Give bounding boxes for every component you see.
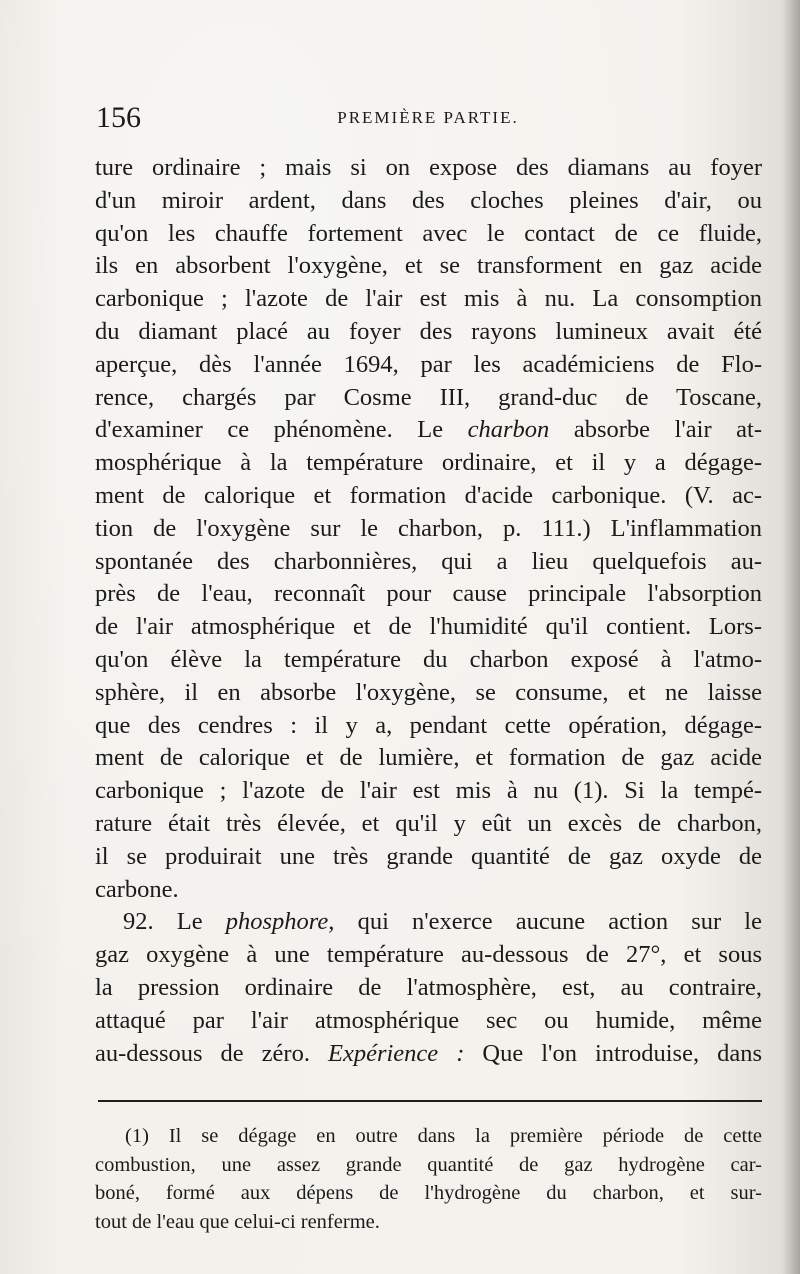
text-line: attaqué par l'air atmosphérique sec ou humide, même bbox=[95, 1006, 762, 1034]
page-edge-shadow bbox=[782, 0, 800, 1274]
text-line: gaz oxygène à une température au-dessous de 27°, et sous bbox=[95, 941, 762, 969]
text-line: aperçue, dès l'année 1694, par les académiciens de Flo- bbox=[95, 350, 762, 378]
text-line: du diamant placé au foyer des rayons lumineux avait été bbox=[95, 317, 762, 345]
text-segment: absorbe l'air at- bbox=[573, 416, 763, 444]
text-line: près de l'eau, reconnaît pour cause principale l'absorption bbox=[95, 580, 762, 608]
text-line: la pression ordinaire de l'atmosphère, est, au contraire, bbox=[95, 973, 762, 1001]
text-line: ils en absorbent l'oxygène, et se transforment en gaz acide bbox=[95, 252, 762, 280]
footnote bbox=[95, 1122, 762, 1236]
text-line bbox=[95, 1038, 762, 1071]
italic-term-phosphore: phosphore, bbox=[225, 908, 335, 936]
footnote-line: combustion, une assez grande quantité de gaz hydrogène car- bbox=[95, 1153, 762, 1176]
text-segment: 92. Le bbox=[123, 908, 203, 936]
italic-term-experience: Expérience : bbox=[328, 1039, 465, 1067]
text-line: d'un miroir ardent, dans des cloches pleines d'air, ou bbox=[95, 186, 762, 214]
paragraph-92-start bbox=[95, 906, 762, 939]
text-segment: d'examiner ce phénomène. Le bbox=[95, 416, 444, 444]
text-segment: au-dessous de zéro. bbox=[95, 1039, 310, 1067]
page-header bbox=[96, 100, 760, 136]
text-line: sphère, il en absorbe l'oxygène, se consume, et ne laisse bbox=[95, 678, 762, 706]
text-line: rature était très élevée, et qu'il y eût un excès de charbon, bbox=[95, 809, 762, 837]
italic-term-charbon: charbon bbox=[467, 416, 550, 444]
text-segment: qui n'exerce aucune action sur le bbox=[357, 908, 762, 936]
text-line: mosphérique à la température ordinaire, et il y a dégage- bbox=[95, 449, 762, 477]
text-line: carbonique ; l'azote de l'air est mis à nu. La consomption bbox=[95, 285, 762, 313]
text-line: ture ordinaire ; mais si on expose des diamans au foyer bbox=[95, 154, 762, 181]
text-line: il se produirait une très grande quantité de gaz oxyde de bbox=[95, 842, 762, 870]
footnote-line: (1) Il se dégage en outre dans la première période de cette bbox=[125, 1125, 762, 1147]
page-number: 156 bbox=[96, 101, 141, 134]
footnote-rule bbox=[98, 1100, 762, 1102]
text-line bbox=[95, 414, 762, 447]
text-line: ment de calorique et de lumière, et formation de gaz acide bbox=[95, 744, 762, 772]
running-head: PREMIÈRE PARTIE. bbox=[337, 108, 519, 127]
text-line: carbonique ; l'azote de l'air est mis à nu (1). Si la tempé- bbox=[95, 777, 762, 805]
text-segment: Que l'on introduise, dans bbox=[482, 1039, 763, 1067]
text-line: tion de l'oxygène sur le charbon, p. 111.) L'inflammation bbox=[95, 514, 762, 542]
footnote-line: boné, formé aux dépens de l'hydrogène du charbon, et sur- bbox=[95, 1182, 762, 1204]
text-line: qu'on élève la température du charbon exposé à l'atmo- bbox=[95, 645, 762, 673]
text-line: carbone. bbox=[95, 875, 179, 903]
text-line: qu'on les chauffe fortement avec le contact de ce fluide, bbox=[95, 219, 762, 247]
text-line: spontanée des charbonnières, qui a lieu quelquefois au- bbox=[95, 547, 762, 575]
text-line: ment de calorique et formation d'acide carbonique. (V. ac- bbox=[95, 481, 762, 509]
text-line: rence, chargés par Cosme III, grand-duc de Toscane, bbox=[95, 383, 762, 411]
text-line: que des cendres : il y a, pendant cette opération, dégage- bbox=[95, 711, 762, 739]
text-line: de l'air atmosphérique et de l'humidité qu'il contient. Lors- bbox=[95, 613, 762, 641]
body-text bbox=[95, 152, 762, 1070]
footnote-line: tout de l'eau que celui-ci renferme. bbox=[95, 1210, 380, 1233]
